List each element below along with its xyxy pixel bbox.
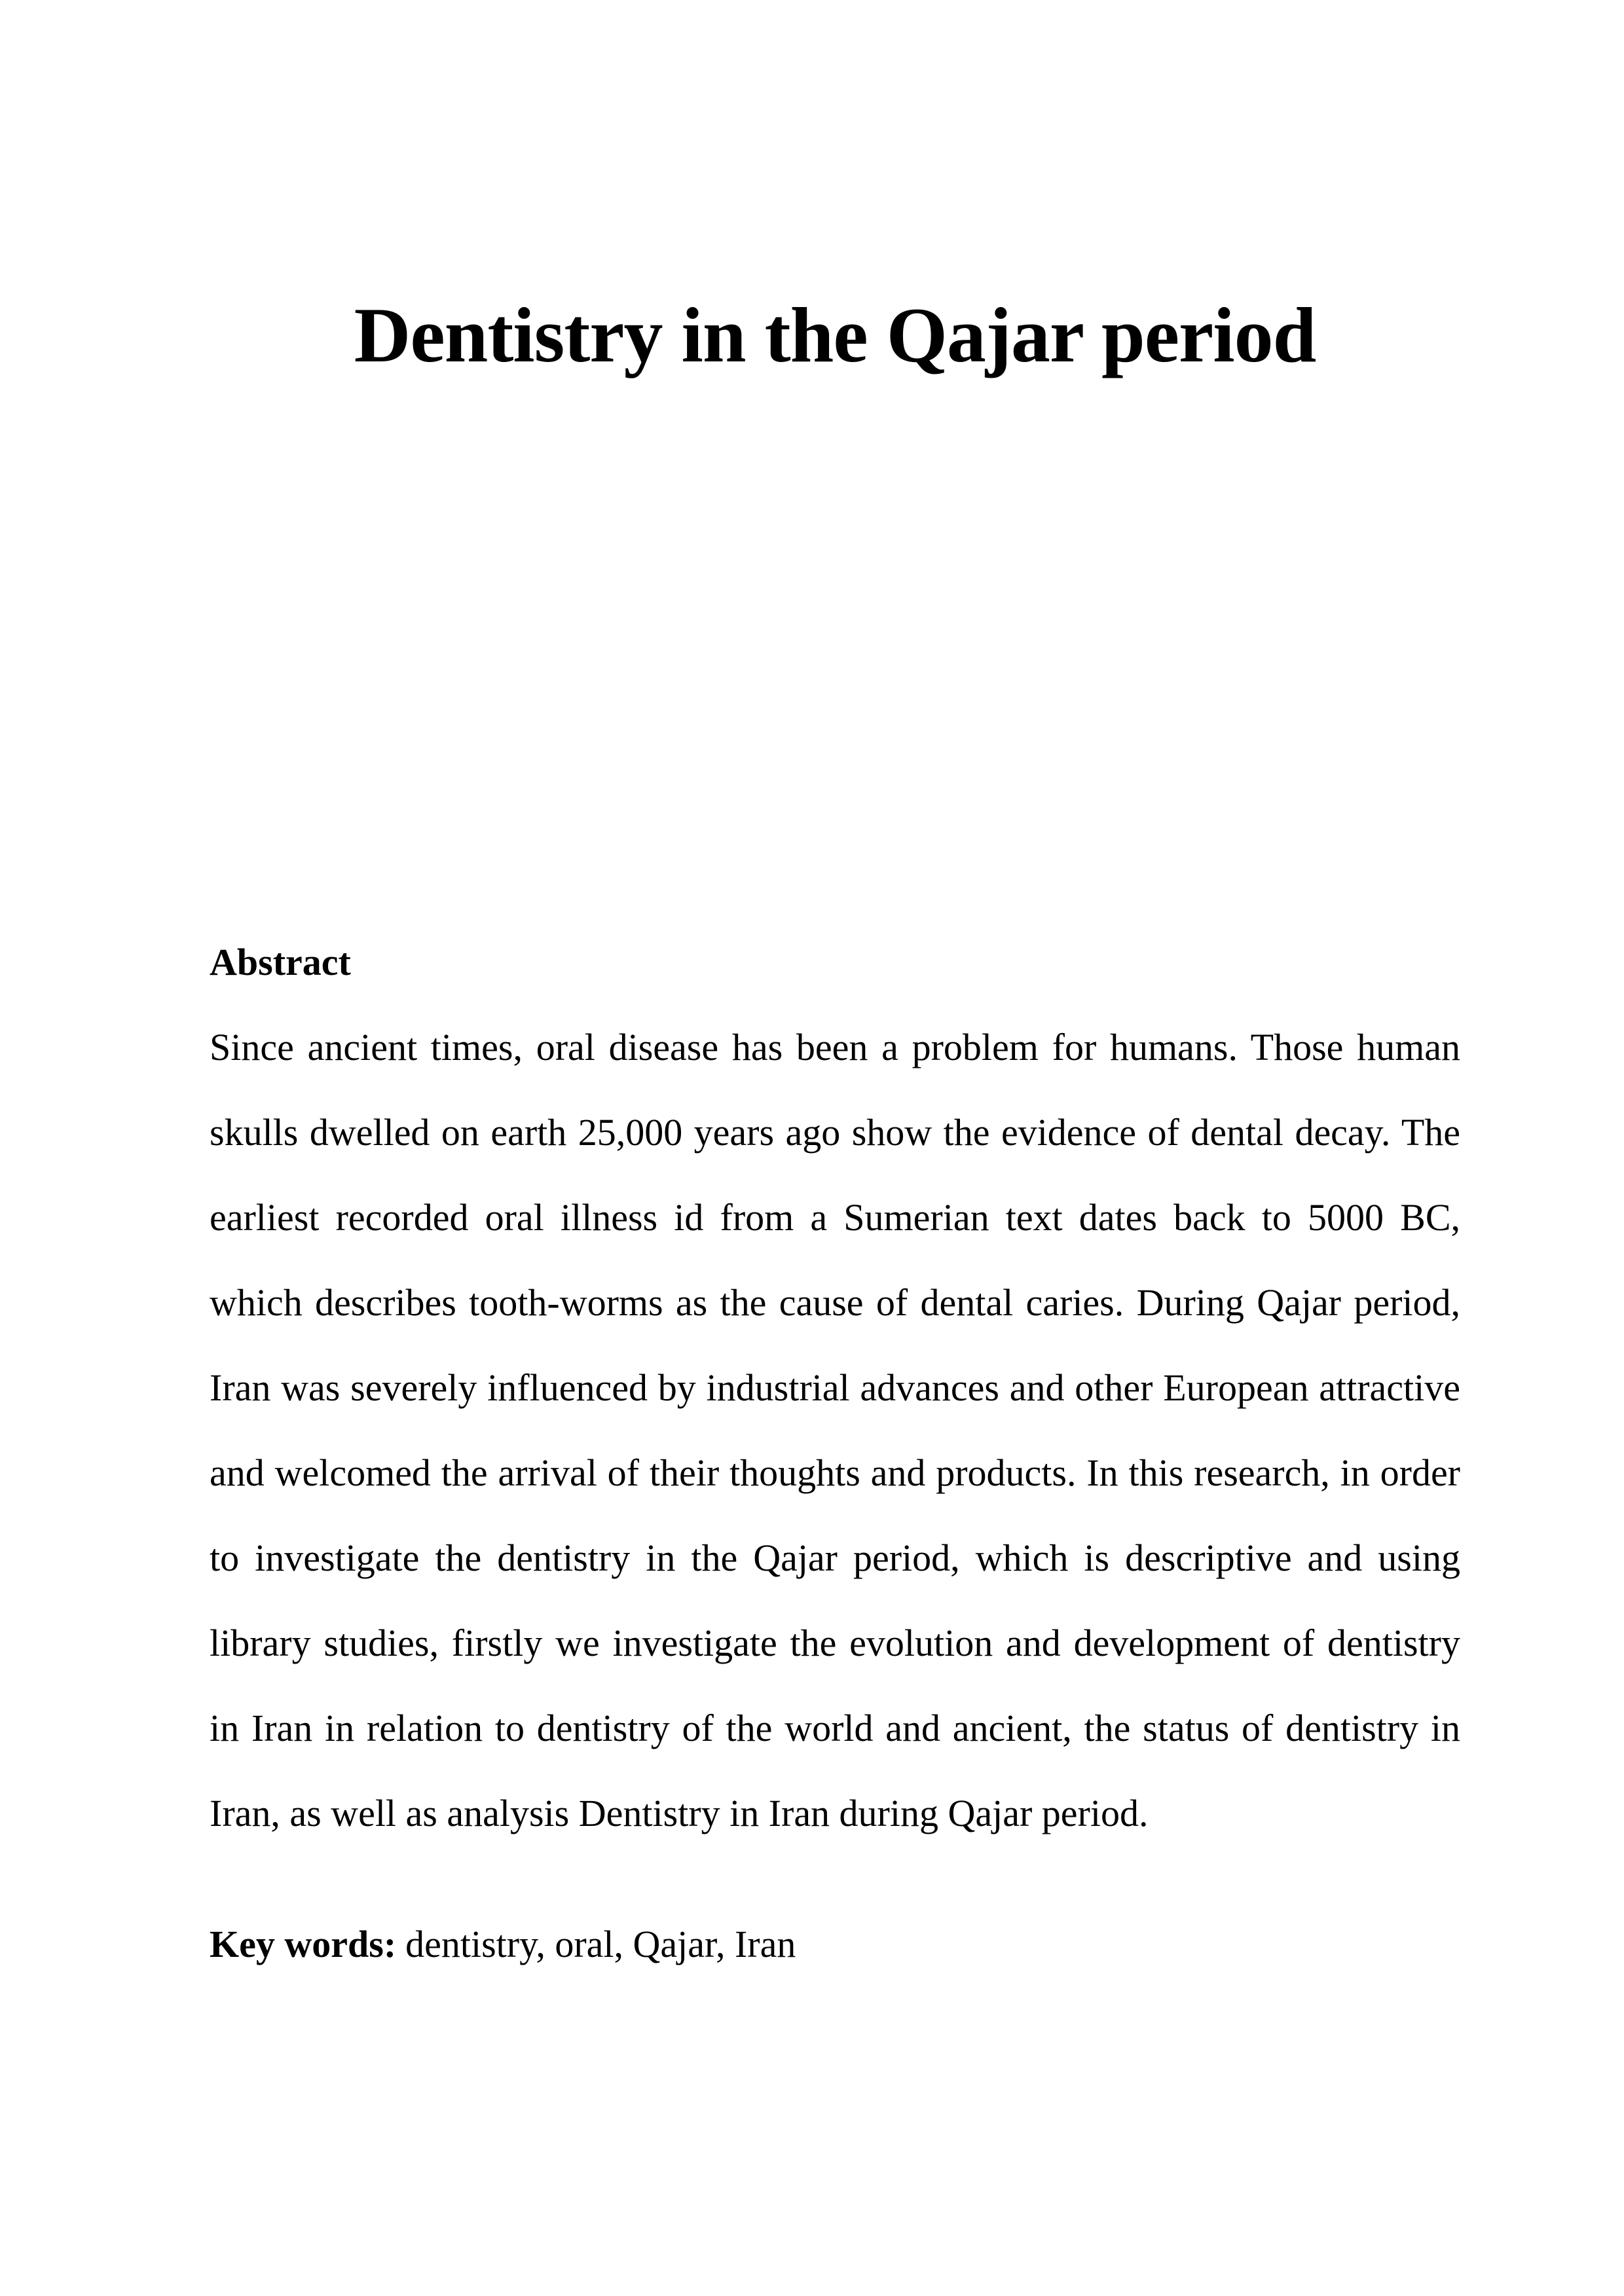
abstract-line: skulls dwelled on earth 25,000 years ago show the evidence of dental decay. The — [210, 1111, 1460, 1154]
keywords-label: Key words: — [210, 1923, 397, 1965]
abstract-line: to investigate the dentistry in the Qajar period, which is descriptive and using — [210, 1537, 1460, 1579]
keywords-line — [210, 1902, 796, 1987]
page-title: Dentistry in the Qajar period — [354, 291, 1316, 378]
abstract-line: Iran, as well as analysis Dentistry in Iran during Qajar period. — [210, 1792, 1149, 1834]
page-content — [210, 0, 1460, 2296]
keywords-value: dentistry, oral, Qajar, Iran — [405, 1923, 796, 1965]
abstract-line: library studies, firstly we investigate the evolution and development of dentistry — [210, 1622, 1460, 1664]
abstract-line: in Iran in relation to dentistry of the world and ancient, the status of dentistry in — [210, 1707, 1460, 1749]
abstract-line: and welcomed the arrival of their thoughts and products. In this research, in order — [210, 1451, 1460, 1494]
abstract-heading: Abstract — [210, 941, 351, 983]
abstract-line: which describes tooth-worms as the cause of dental caries. During Qajar period, — [210, 1281, 1460, 1324]
abstract-paragraph — [210, 1005, 1460, 1856]
abstract-line: earliest recorded oral illness id from a Sumerian text dates back to 5000 BC, — [210, 1196, 1460, 1239]
abstract-line: Iran was severely influenced by industrial advances and other European attractive — [210, 1366, 1460, 1409]
abstract-line: Since ancient times, oral disease has been a problem for humans. Those human — [210, 1026, 1460, 1068]
